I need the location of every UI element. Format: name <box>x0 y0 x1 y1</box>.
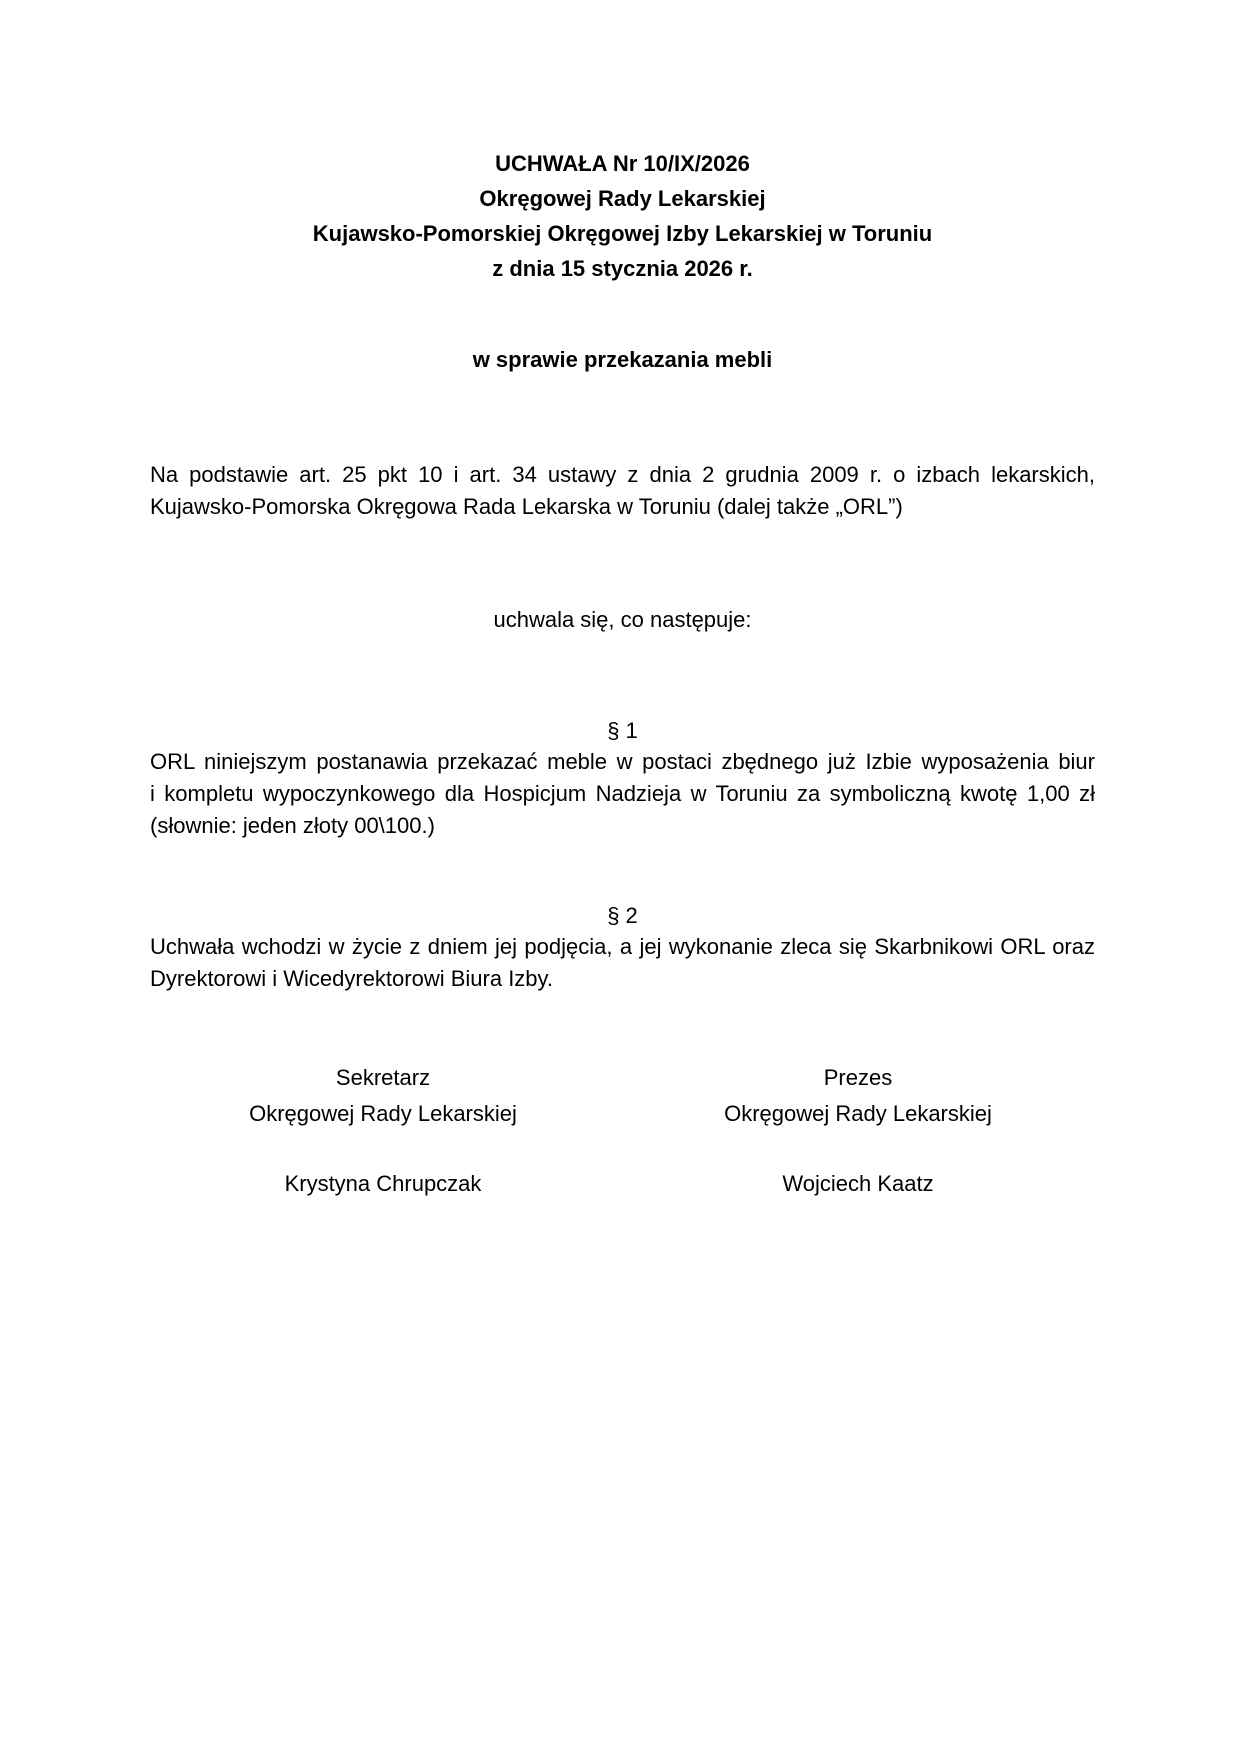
preamble <box>150 459 1095 523</box>
resolves-clause: uchwala się, co następuje: <box>493 607 752 632</box>
resolution-date: z dnia 15 stycznia 2026 r. <box>492 256 753 281</box>
signature-body: Okręgowej Rady Lekarskiej <box>249 1101 517 1126</box>
section-1-line: i kompletu wypoczynkowego dla Hospicjum Nadzieja w Toruniu za symboliczną kwotę 1,00 zł <box>150 781 1095 806</box>
signature-role: Sekretarz <box>335 1065 431 1090</box>
signature-name: Krystyna Chrupczak <box>284 1171 482 1196</box>
section-2-line: Dyrektorowi i Wicedyrektorowi Biura Izby. <box>150 966 554 991</box>
section-1-line: (słownie: jeden złoty 00\100.) <box>150 813 435 838</box>
section-1-heading: § 1 <box>607 718 638 743</box>
resolution-subject: w sprawie przekazania mebli <box>472 347 773 372</box>
signature-role: Prezes <box>823 1065 893 1090</box>
signature-spacer <box>183 1132 583 1166</box>
section-1-line: ORL niniejszym postanawia przekazać meble w postaci zbędnego już Izbie wyposażenia biur <box>150 749 1095 774</box>
preamble-line: Kujawsko-Pomorska Okręgowa Rada Lekarska w Toruniu (dalej także „ORL”) <box>150 494 903 519</box>
resolution-header <box>150 146 1095 286</box>
section-2-line: Uchwała wchodzi w życie z dniem jej podjęcia, a jej wykonanie zleca się Skarbnikowi ORL oraz <box>150 934 1095 959</box>
signature-name: Wojciech Kaatz <box>782 1171 934 1196</box>
preamble-line: Na podstawie art. 25 pkt 10 i art. 34 ustawy z dnia 2 grudnia 2009 r. o izbach lekarskich, <box>150 462 1095 487</box>
signature-secretary <box>183 1060 583 1202</box>
section-2-body <box>150 931 1095 995</box>
council-name: Okręgowej Rady Lekarskiej <box>479 186 766 211</box>
signature-body: Okręgowej Rady Lekarskiej <box>724 1101 992 1126</box>
resolution-title: UCHWAŁA Nr 10/IX/2026 <box>495 151 750 176</box>
section-1-body <box>150 746 1095 842</box>
chamber-name: Kujawsko-Pomorskiej Okręgowej Izby Lekarskiej w Toruniu <box>312 221 933 246</box>
signature-spacer <box>658 1132 1058 1166</box>
section-2-heading: § 2 <box>607 903 638 928</box>
signature-president <box>658 1060 1058 1202</box>
